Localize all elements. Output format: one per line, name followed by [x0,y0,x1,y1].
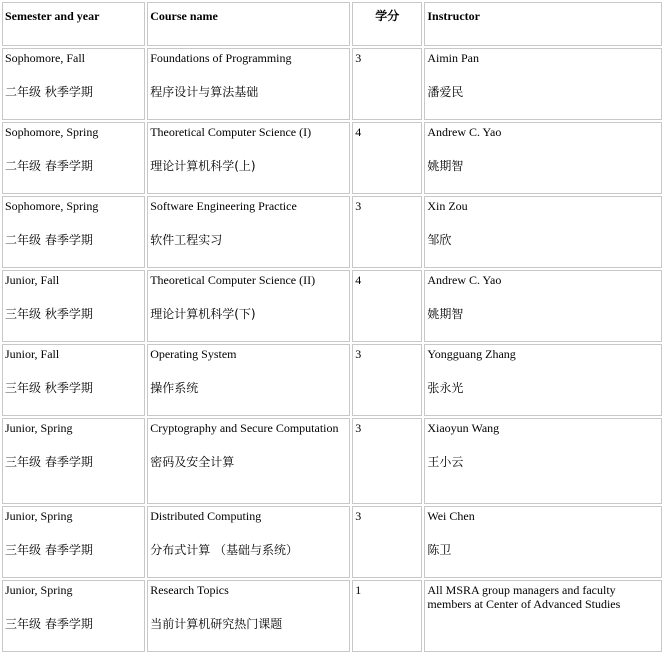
course-cn: 软件工程实习 [150,233,223,247]
semester-en: Junior, Spring [5,583,73,597]
course-cn: 程序设计与算法基础 [150,85,259,99]
course-en: Theoretical Computer Science (II) [150,273,316,287]
header-course: Course name [147,2,350,46]
instructor-cell [424,344,662,416]
semester-en: Junior, Fall [5,273,60,287]
semester-cn: 三年级 秋季学期 [5,381,93,395]
instructor-cell [424,122,662,194]
credits-cell: 4 [352,270,422,342]
course-cn: 当前计算机研究热门课题 [150,617,283,631]
semester-cn: 三年级 春季学期 [5,455,93,469]
instructor-en: Xiaoyun Wang [427,421,500,435]
course-en: Distributed Computing [150,509,262,523]
course-cell [147,506,350,578]
semester-cn: 三年级 春季学期 [5,543,93,557]
instructor-en: Andrew C. Yao [427,273,502,287]
course-cell [147,580,350,652]
table-row [2,270,662,342]
semester-en: Sophomore, Fall [5,51,85,65]
semester-cell [2,344,145,416]
credits-cell: 3 [352,196,422,268]
course-cell [147,48,350,120]
semester-cn: 二年级 秋季学期 [5,85,93,99]
table-row [2,506,662,578]
course-cell [147,196,350,268]
semester-cn: 三年级 秋季学期 [5,307,93,321]
instructor-cn: 陈卫 [427,543,452,557]
instructor-cell [424,506,662,578]
course-en: Research Topics [150,583,229,597]
credits-cell: 3 [352,48,422,120]
instructor-en: Wei Chen [427,509,475,523]
course-cell [147,122,350,194]
course-cell [147,270,350,342]
course-en: Software Engineering Practice [150,199,297,213]
course-cell [147,418,350,504]
table-row [2,196,662,268]
course-en: Operating System [150,347,237,361]
semester-cn: 三年级 春季学期 [5,617,93,631]
instructor-cn: 王小云 [427,455,464,469]
credits-cell: 3 [352,344,422,416]
instructor-cell [424,196,662,268]
instructor-en: Yongguang Zhang [427,347,516,361]
course-cn: 分布式计算 （基础与系统） [150,543,299,557]
course-cell [147,344,350,416]
instructor-cn: 姚期智 [427,159,464,173]
table-row [2,580,662,652]
header-instructor: Instructor [424,2,662,46]
semester-cell [2,48,145,120]
credits-cell: 3 [352,506,422,578]
instructor-cn: 潘爱民 [427,85,464,99]
instructor-cell [424,418,662,504]
table-row [2,418,662,504]
instructor-cell [424,270,662,342]
course-en: Foundations of Programming [150,51,292,65]
credits-cell: 3 [352,418,422,504]
semester-cn: 二年级 春季学期 [5,159,93,173]
header-semester: Semester and year [2,2,145,46]
semester-cell [2,122,145,194]
semester-cell [2,580,145,652]
course-cn: 理论计算机科学(上) [150,159,256,173]
semester-en: Junior, Spring [5,509,73,523]
instructor-en: Aimin Pan [427,51,480,65]
instructor-en: Andrew C. Yao [427,125,502,139]
instructor-en: All MSRA group managers and faculty members at Center of Advanced Studies [427,583,621,611]
table-row [2,122,662,194]
instructor-cell [424,48,662,120]
table-row [2,48,662,120]
semester-cell [2,196,145,268]
semester-en: Junior, Fall [5,347,60,361]
instructor-en: Xin Zou [427,199,468,213]
semester-cell [2,270,145,342]
semester-en: Junior, Spring [5,421,73,435]
instructor-cn: 姚期智 [427,307,464,321]
credits-cell: 1 [352,580,422,652]
course-en: Theoretical Computer Science (I) [150,125,312,139]
table-row [2,344,662,416]
course-cn: 操作系统 [150,381,199,395]
semester-en: Sophomore, Spring [5,199,99,213]
course-cn: 理论计算机科学(下) [150,307,256,321]
semester-en: Sophomore, Spring [5,125,99,139]
instructor-cell [424,580,662,652]
instructor-cn: 张永光 [427,381,464,395]
semester-cell [2,418,145,504]
semester-cell [2,506,145,578]
header-credits: 学分 [352,2,422,46]
course-en: Cryptography and Secure Computation [150,421,339,435]
semester-cn: 二年级 春季学期 [5,233,93,247]
course-cn: 密码及安全计算 [150,455,235,469]
credits-cell: 4 [352,122,422,194]
table-header-row [2,2,662,46]
instructor-cn: 邹欣 [427,233,452,247]
